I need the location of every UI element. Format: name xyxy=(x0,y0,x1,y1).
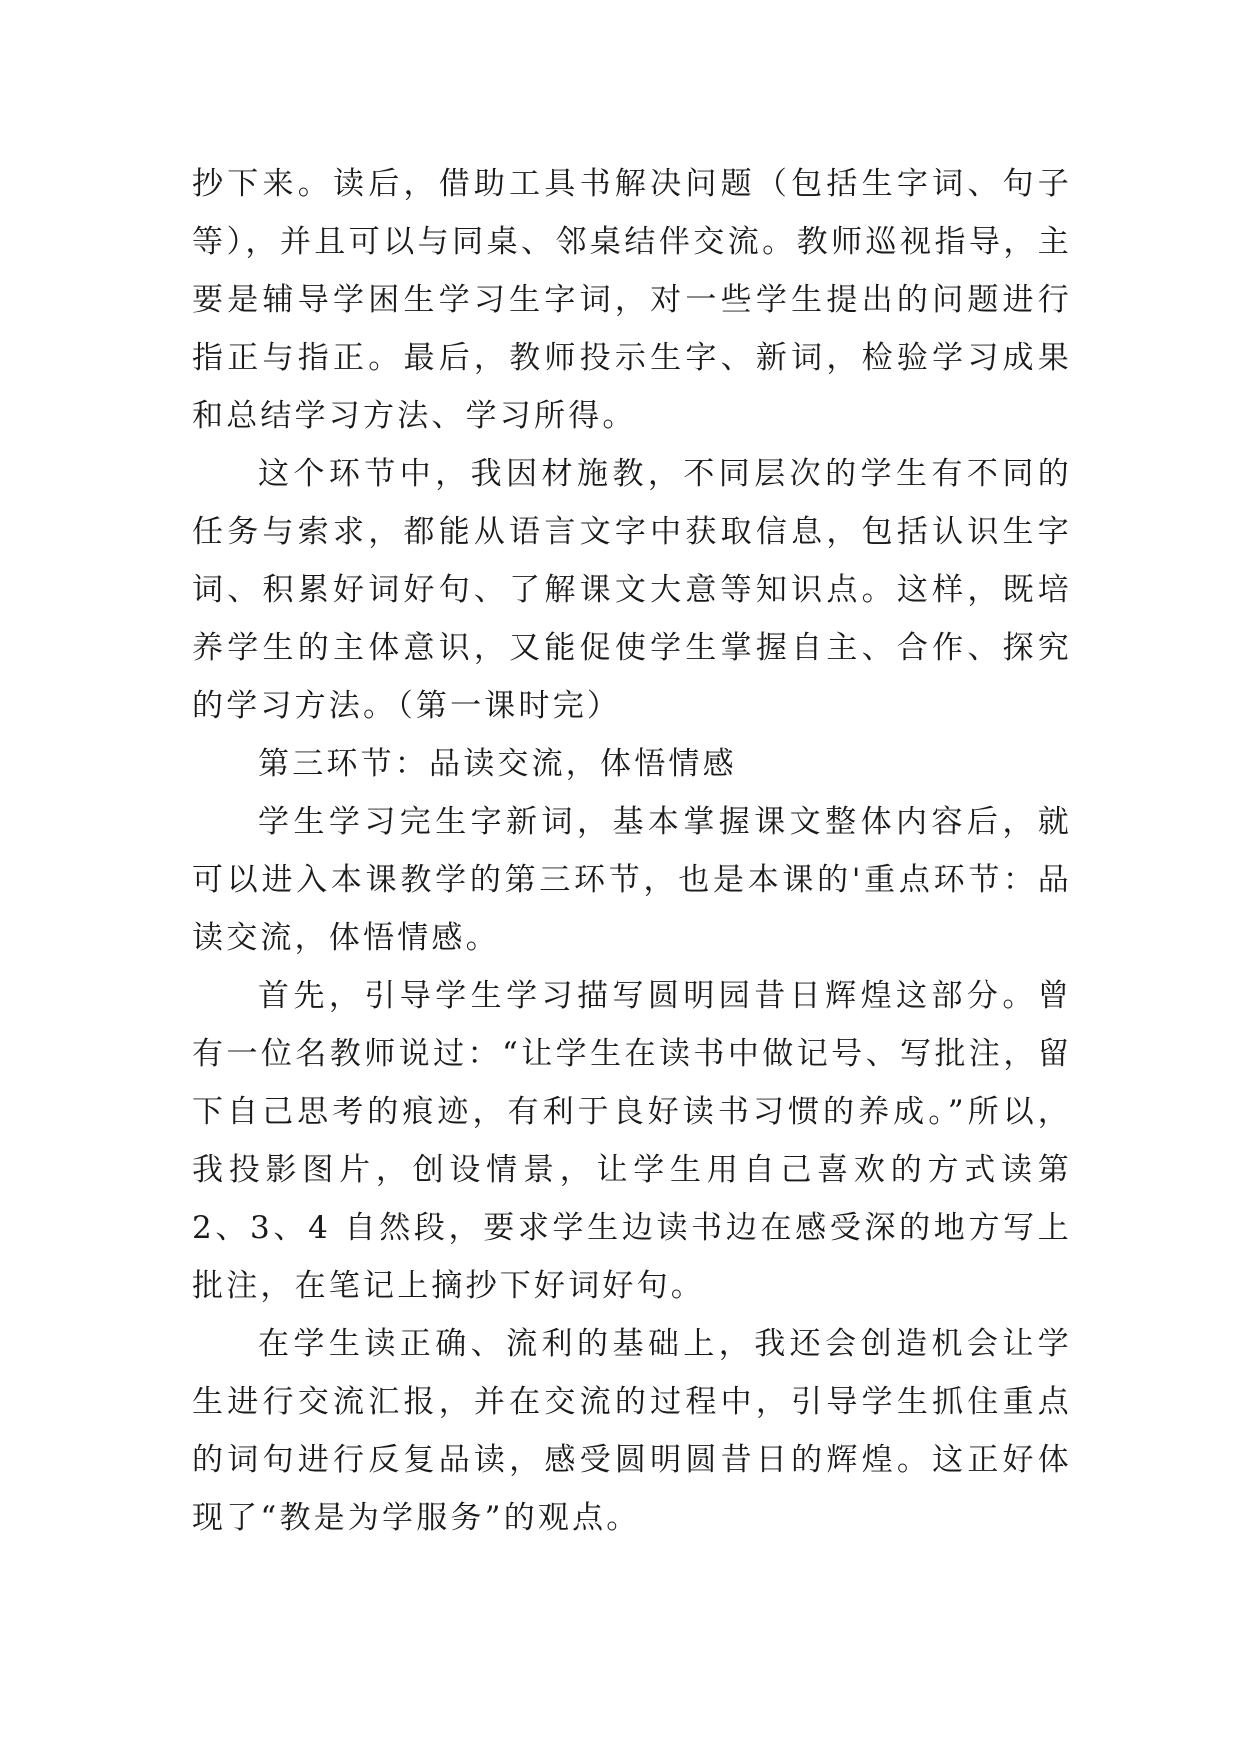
paragraph-third-stage-intro: 学生学习完生字新词，基本掌握课文整体内容后，就可以进入本课教学的第三环节，也是本课的'重点环节：品读交流，体悟情感。 xyxy=(192,804,1072,956)
paragraph-teaching-strategy: 这个环节中，我因材施教，不同层次的学生有不同的任务与索求，都能从语言文字中获取信息，包括认识生字词、积累好词好句、了解课文大意等知识点。这样，既培养学生的主体意识，又能促使学生掌握自主、合作、探究的学习方法。（第一课时完） xyxy=(192,456,1072,724)
paragraph-guided-reading: 首先，引导学生学习描写圆明园昔日辉煌这部分。曾有一位名教师说过：“让学生在读书中做记号、写批注，留下自己思考的痕迹，有利于良好读书习惯的养成。”所以，我投影图片，创设情景，让学生用自己喜欢的方式读第 2、3、4 自然段，要求学生边读书边在感受深的地方写上批注，在笔记上摘抄下好词好句。 xyxy=(192,978,1072,1304)
document-body xyxy=(192,155,1072,1547)
paragraph-continued: 抄下来。读后，借助工具书解决问题（包括生字词、句子等），并且可以与同桌、邻桌结伴交流。教师巡视指导，主要是辅导学困生学习生字词，对一些学生提出的问题进行指正与指正。最后，教师投示生字、新词，检验学习成果和总结学习方法、学习所得。 xyxy=(192,166,1072,434)
paragraph-exchange-report: 在学生读正确、流利的基础上，我还会创造机会让学生进行交流汇报，并在交流的过程中，引导学生抓住重点的词句进行反复品读，感受圆明圆昔日的辉煌。这正好体现了“教是为学服务”的观点。 xyxy=(192,1326,1072,1536)
section-heading-third-stage: 第三环节：品读交流，体悟情感 xyxy=(258,746,737,782)
